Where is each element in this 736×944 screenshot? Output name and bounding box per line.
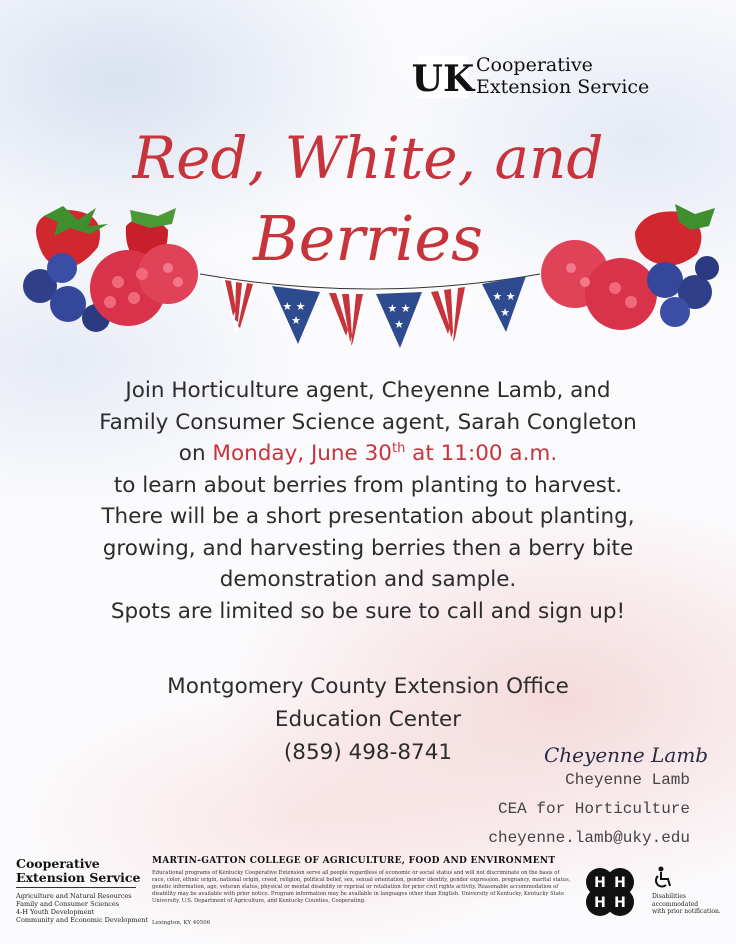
svg-text:UK: UK: [411, 58, 475, 100]
office-name: Montgomery County Extension Office: [167, 674, 569, 699]
body-line2: Family Consumer Science agent, Sarah Congleton: [99, 409, 637, 435]
bunting-flag-stars-2: [376, 292, 422, 348]
event-date-main: Monday, June 30: [212, 441, 392, 466]
footer-ces-line2: Extension Service: [16, 870, 141, 885]
bunting-flag-stripes-3: [428, 286, 474, 344]
bunting-flag-stars: [272, 286, 320, 344]
body-line1: Join Horticulture agent, Cheyenne Lamb, and: [125, 378, 611, 403]
svg-text:★ ★: ★ ★: [282, 300, 306, 313]
disability-line: with prior notification.: [652, 908, 721, 915]
svg-text:★: ★: [394, 318, 404, 331]
blueberry-icon: [647, 256, 719, 327]
footer-city: Lexington, KY 40506: [152, 920, 211, 926]
bunting-flag-stars-3: [482, 276, 526, 332]
svg-text:★: ★: [500, 306, 510, 319]
svg-text:H: H: [614, 895, 626, 911]
footer-ces-line1: Cooperative: [16, 856, 100, 871]
body-line4: to learn about berries from planting to harvest.: [113, 472, 623, 498]
contact-block: [470, 766, 690, 853]
org-name-line2: Extension Service: [476, 76, 650, 98]
org-name: [476, 54, 649, 98]
bunting-flag-icon: [222, 278, 258, 334]
contact-email[interactable]: cheyenne.lamb@uky.edu: [488, 829, 690, 847]
uk-extension-logo: [411, 54, 673, 100]
berry-cluster-right: [535, 202, 725, 342]
event-time: at 11:00 a.m.: [412, 441, 558, 466]
title-line2: Berries: [253, 202, 483, 275]
bunting-flag-stripes-2: [326, 292, 370, 348]
disability-line: accommodated: [652, 900, 699, 908]
org-name-line1: Cooperative: [476, 54, 593, 76]
body-on: on: [178, 441, 206, 466]
svg-text:★ ★: ★ ★: [387, 302, 411, 315]
svg-text:H: H: [594, 875, 606, 891]
event-description: [20, 375, 716, 627]
footer-ces-logo: [16, 857, 141, 885]
contact-title: CEA for Horticulture: [497, 800, 690, 818]
footer-college: MARTIN-GATTON COLLEGE OF AGRICULTURE, FOOD AND ENVIRONMENT: [152, 856, 556, 866]
body-line8: Spots are limited so be sure to call and sign up!: [110, 598, 626, 624]
footer-unit: Community and Economic Development: [16, 916, 149, 924]
svg-text:H: H: [594, 895, 606, 911]
disability-line: Disabilities: [652, 893, 686, 900]
clover-4h-icon: [580, 862, 640, 922]
disability-notice: [652, 893, 721, 916]
office-phone[interactable]: (859) 498-8741: [283, 740, 453, 765]
event-date: [212, 441, 405, 466]
event-date-suffix: th: [391, 440, 406, 456]
strawberry-icon: [635, 204, 715, 266]
footer-divider: [16, 887, 136, 888]
svg-text:★ ★: ★ ★: [492, 290, 516, 303]
footer-unit: Agriculture and Natural Resources: [16, 892, 132, 900]
bunting-banner: [200, 270, 540, 360]
title-line1: Red, White, and: [132, 124, 604, 192]
svg-text:Cheyenne Lamb: Cheyenne Lamb: [544, 743, 709, 767]
raspberry-icon: [90, 244, 198, 326]
raspberry-icon: [541, 240, 657, 330]
body-line5: There will be a short presentation about planting,: [101, 504, 635, 529]
berry-cluster-left: [18, 202, 208, 342]
body-line3: [20, 438, 716, 470]
office-room: Education Center: [274, 707, 462, 732]
uk-logo-icon: [411, 56, 475, 100]
body-line6: growing, and harvesting berries then a berry bite: [102, 535, 634, 561]
body-line7: demonstration and sample.: [219, 567, 517, 592]
svg-text:H: H: [614, 875, 626, 891]
footer-unit: Family and Consumer Sciences: [16, 900, 120, 908]
svg-text:★: ★: [291, 314, 301, 327]
footer-units: [16, 892, 148, 924]
footer-legal: Educational programs of Kentucky Cooperative Extension serve all people regardless of economic or social status and will not discriminate on the basis of race, color, ethnic origin, national origin, creed, religion, political belief, sex, sexual orientation, gender identity, gender expression, pregnancy, marital status, genetic information, age, veteran status, physical or mental disability or reprisal or retaliation for prior civil rights activity. Reasonable accommodation of disability may be available with prior notice. Program information may be available in languages other than English. University of Kentucky, Kentucky State University, U.S. Department of Agriculture, and Kentucky Counties, Cooperating.: [152, 870, 571, 904]
contact-name: Cheyenne Lamb: [565, 771, 690, 789]
footer-unit: 4-H Youth Development: [16, 908, 95, 916]
wheelchair-icon: [652, 866, 674, 890]
